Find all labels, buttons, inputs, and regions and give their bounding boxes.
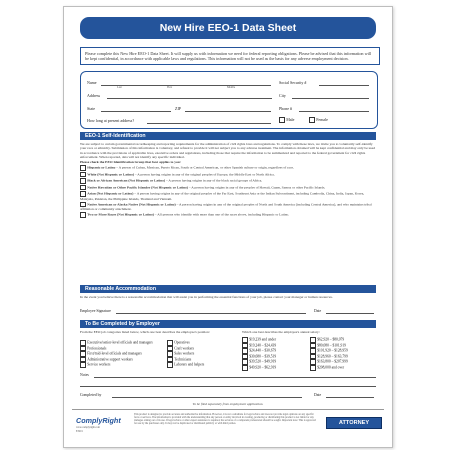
salary-checkbox[interactable] <box>242 365 248 371</box>
completed-date-field[interactable] <box>326 397 374 398</box>
accommodation-date-field[interactable] <box>326 313 374 314</box>
name-row <box>87 77 371 89</box>
salary-label: $24,440 – $30,679 <box>249 348 277 353</box>
option-desc: – A person of Cuban, Mexican, Puerto Rican, South or Central American, or other Spanish culture or origin, regardless of race. <box>115 166 294 171</box>
salary-col2 <box>310 337 380 371</box>
option-name: Native American or Alaska Native (Not Hispanic or Latino) <box>87 202 176 207</box>
form-code: E3201 <box>76 430 83 433</box>
job-category-label: Laborers and helpers <box>174 363 205 367</box>
complyright-url: www.complyright.com <box>76 426 100 429</box>
state-row <box>87 103 371 112</box>
phone-field[interactable] <box>299 111 369 112</box>
job-category-label: Service workers <box>87 363 111 367</box>
ethnicity-option[interactable] <box>80 165 376 171</box>
job-category-label: Administrative support workers <box>87 357 133 362</box>
completed-by-label: Completed by <box>80 393 102 397</box>
job-category-label: First/mid-level officials and managers <box>87 351 142 356</box>
ethnicity-checkbox[interactable] <box>80 172 86 178</box>
option-desc: – All persons who identify with more than one of the races above, including Hispanic or Latino. <box>153 212 290 217</box>
ethnicity-checkbox[interactable] <box>80 212 86 218</box>
male-option[interactable] <box>279 117 294 123</box>
eeo1-form-page <box>63 6 393 448</box>
ethnicity-checkbox[interactable] <box>80 165 86 171</box>
job-category-intro: From the EEO job categories listed below, which one best describes the employee's position: <box>80 330 210 334</box>
city-label: City <box>279 93 286 98</box>
ethnicity-option[interactable] <box>80 185 376 191</box>
notes-field-line2[interactable] <box>80 386 376 387</box>
accommodation-header: Reasonable Accommodation <box>80 285 376 293</box>
female-option[interactable] <box>309 117 328 123</box>
salary-checkbox[interactable] <box>310 365 316 371</box>
how-long-field[interactable] <box>147 123 271 124</box>
ssn-label: Social Security # <box>279 80 307 85</box>
job-category-label: Craft workers <box>174 346 195 351</box>
ethnicity-option[interactable] <box>80 191 376 201</box>
option-name: Asian (Not Hispanic or Latino) <box>87 191 134 196</box>
option-desc: – A person having origins in any of the black racial groups of Africa. <box>165 178 263 183</box>
salary-label: $19,239 and under <box>249 337 277 342</box>
salary-label: $19,240 – $24,439 <box>249 343 277 348</box>
job-category-col1 <box>80 340 164 368</box>
salary-label: $80,080 – $101,919 <box>317 343 346 348</box>
address-field[interactable] <box>107 98 272 99</box>
male-label: Male <box>286 117 295 123</box>
accommodation-date-label: Date <box>314 309 322 313</box>
job-category-item[interactable] <box>80 362 164 368</box>
option-name: Native Hawaiian or Other Pacific Islander (Not Hispanic or Latino) <box>87 185 188 190</box>
salary-label: $128,960 – $163,799 <box>317 354 348 359</box>
employee-signature-label: Employee Signature <box>80 309 111 313</box>
address-row <box>87 90 371 99</box>
state-field[interactable] <box>101 111 171 112</box>
job-category-label: Technicians <box>174 357 192 362</box>
option-name: Black or African American (Not Hispanic or Latino) <box>87 178 166 183</box>
middle-sublabel: Middle <box>227 86 236 89</box>
city-field[interactable] <box>292 98 369 99</box>
form-title: New Hire EEO-1 Data Sheet <box>80 17 376 39</box>
ethnicity-checkbox[interactable] <box>80 178 86 184</box>
intro-text: Please complete this New Hire EEO-1 Data Sheet. It will supply us with information we need for federal reporting obligations. Please be advised that this information will be kept confidential, in accordance with applicable laws and regulations. This information will not be used as the basis for any adverse employment decision. <box>80 47 380 65</box>
residence-row <box>87 115 371 124</box>
job-category-item[interactable] <box>167 362 227 368</box>
job-category-label: Executive/senior-level officials and managers <box>87 340 153 345</box>
option-desc: – A person having origins in any of the original peoples of North and South America (including Central America), and who maintains tribal affiliation or community attachment. <box>80 202 372 212</box>
salary-label: $30,680 – $39,519 <box>249 354 277 359</box>
legal-disclaimer: This product is designed to provide accurate and authoritative information. However, it is not a substitute for legal advice and does not provide legal opinions on any specific facts or services. The information is provided with the understanding that any person or entity involved in creating, producing or distributing this product is not liable for any damages arising out of its use. If legal advice or other expert assistance is required, the services of a competent professional should be sought. Important note: This is approved for use by the purchaser only. It may not be duplicated or distributed publicly or with third parties. <box>134 413 316 426</box>
salary-item[interactable] <box>242 365 308 371</box>
job-category-label: Professionals <box>87 346 107 351</box>
salary-label: $62,920 – $80,079 <box>317 337 345 342</box>
job-category-checkbox[interactable] <box>167 362 173 368</box>
option-desc: – A person having origins in any of the peoples of Hawaii, Guam, Samoa or other Pacific Islands. <box>187 185 326 190</box>
female-label: Female <box>316 117 328 123</box>
last-sublabel: Last <box>117 86 122 89</box>
how-long-label: How long at present address? <box>87 118 135 123</box>
zip-label: ZIP <box>175 106 181 111</box>
ssn-field[interactable] <box>319 85 369 86</box>
salary-col1 <box>242 337 308 371</box>
salary-intro: Which one best describes the employee's annual salary: <box>242 330 320 334</box>
footer-divider <box>72 409 384 410</box>
name-label: Name <box>87 80 97 85</box>
completed-date-label: Date <box>314 393 322 397</box>
completed-by-field[interactable] <box>112 397 302 398</box>
zip-field[interactable] <box>185 111 271 112</box>
salary-label: $163,800 – $207,999 <box>317 360 348 364</box>
notes-field[interactable] <box>94 377 376 378</box>
state-label: State <box>87 106 95 111</box>
ethnicity-options <box>80 165 376 217</box>
ethnicity-checkbox[interactable] <box>80 185 86 191</box>
option-desc: – A person having origins in any of the original peoples of Europe, the Middle East or North Africa. <box>134 172 275 177</box>
file-separately-note: To be filed separately from employment application. <box>192 402 264 406</box>
job-category-col2 <box>167 340 227 368</box>
job-category-item[interactable] <box>80 340 164 346</box>
name-field[interactable] <box>101 85 271 86</box>
attorney-badge: ATTORNEY <box>326 417 382 429</box>
accommodation-text: In the event you believe there is a reasonable accommodation that will assist you in performing the essential functions of your job, please contact your manager or human resources. <box>80 295 333 299</box>
salary-label: $49,920 – $62,919 <box>249 365 277 370</box>
female-checkbox[interactable] <box>309 117 315 123</box>
first-sublabel: First <box>167 86 173 89</box>
option-name: White (Not Hispanic or Latino) <box>87 172 134 177</box>
phone-label: Phone # <box>279 106 292 111</box>
ethnicity-option[interactable] <box>80 212 376 218</box>
self-id-header: EEO-1 Self-Identification <box>80 132 376 140</box>
ethnicity-option[interactable] <box>80 178 376 184</box>
salary-label: $39,520 – $49,919 <box>249 360 277 364</box>
address-label: Address <box>87 93 101 98</box>
self-id-section <box>80 142 376 219</box>
job-category-label: Sales workers <box>174 351 195 356</box>
employee-signature-field[interactable] <box>116 313 306 314</box>
personal-info-box <box>80 71 378 129</box>
job-category-checkbox[interactable] <box>80 362 86 368</box>
job-category-label: Operatives <box>174 340 190 345</box>
ethnicity-option[interactable] <box>80 202 376 212</box>
self-id-paragraph: We are subject to certain governmental recordkeeping and reporting requirements for the administration of civil rights laws and regulations. To comply with these laws, we invite you to voluntarily self-identify your race or ethnicity. Submission of this information is voluntary, and refusal to provide it will not subject you to any adverse treatment. The information obtained will be kept confidential and may only be used in accordance with the provisions of applicable laws, executive orders and regulations, including those that require the information to be summarized and reported to the federal government for civil rights enforcement. When reported, data will not identify any specific individual. <box>80 142 376 159</box>
complyright-logo: ComplyRight <box>76 416 121 425</box>
notes-label: Notes <box>80 373 89 377</box>
option-name: Hispanic or Latino <box>87 166 116 171</box>
salary-label: $101,920 – $128,959 <box>317 348 348 353</box>
salary-item[interactable] <box>310 365 380 371</box>
ethnicity-option[interactable] <box>80 172 376 178</box>
employer-header: To Be Completed by Employer <box>80 320 376 328</box>
salary-label: $208,000 and over <box>317 365 345 370</box>
option-name: Two or More Races (Not Hispanic or Latino) <box>87 212 154 217</box>
male-checkbox[interactable] <box>279 117 285 123</box>
self-id-prompt: Please check the EEO Identification Group that best applies to you: <box>80 160 181 165</box>
option-desc: – A person having origins in any of the original peoples of the Far East, Southeast Asia or the Indian Subcontinent, including Cambodia, China, India, Japan, Korea, Malaysia, Pakistan, the Philippine Islands, Thailand and Vietnam. <box>80 191 365 201</box>
